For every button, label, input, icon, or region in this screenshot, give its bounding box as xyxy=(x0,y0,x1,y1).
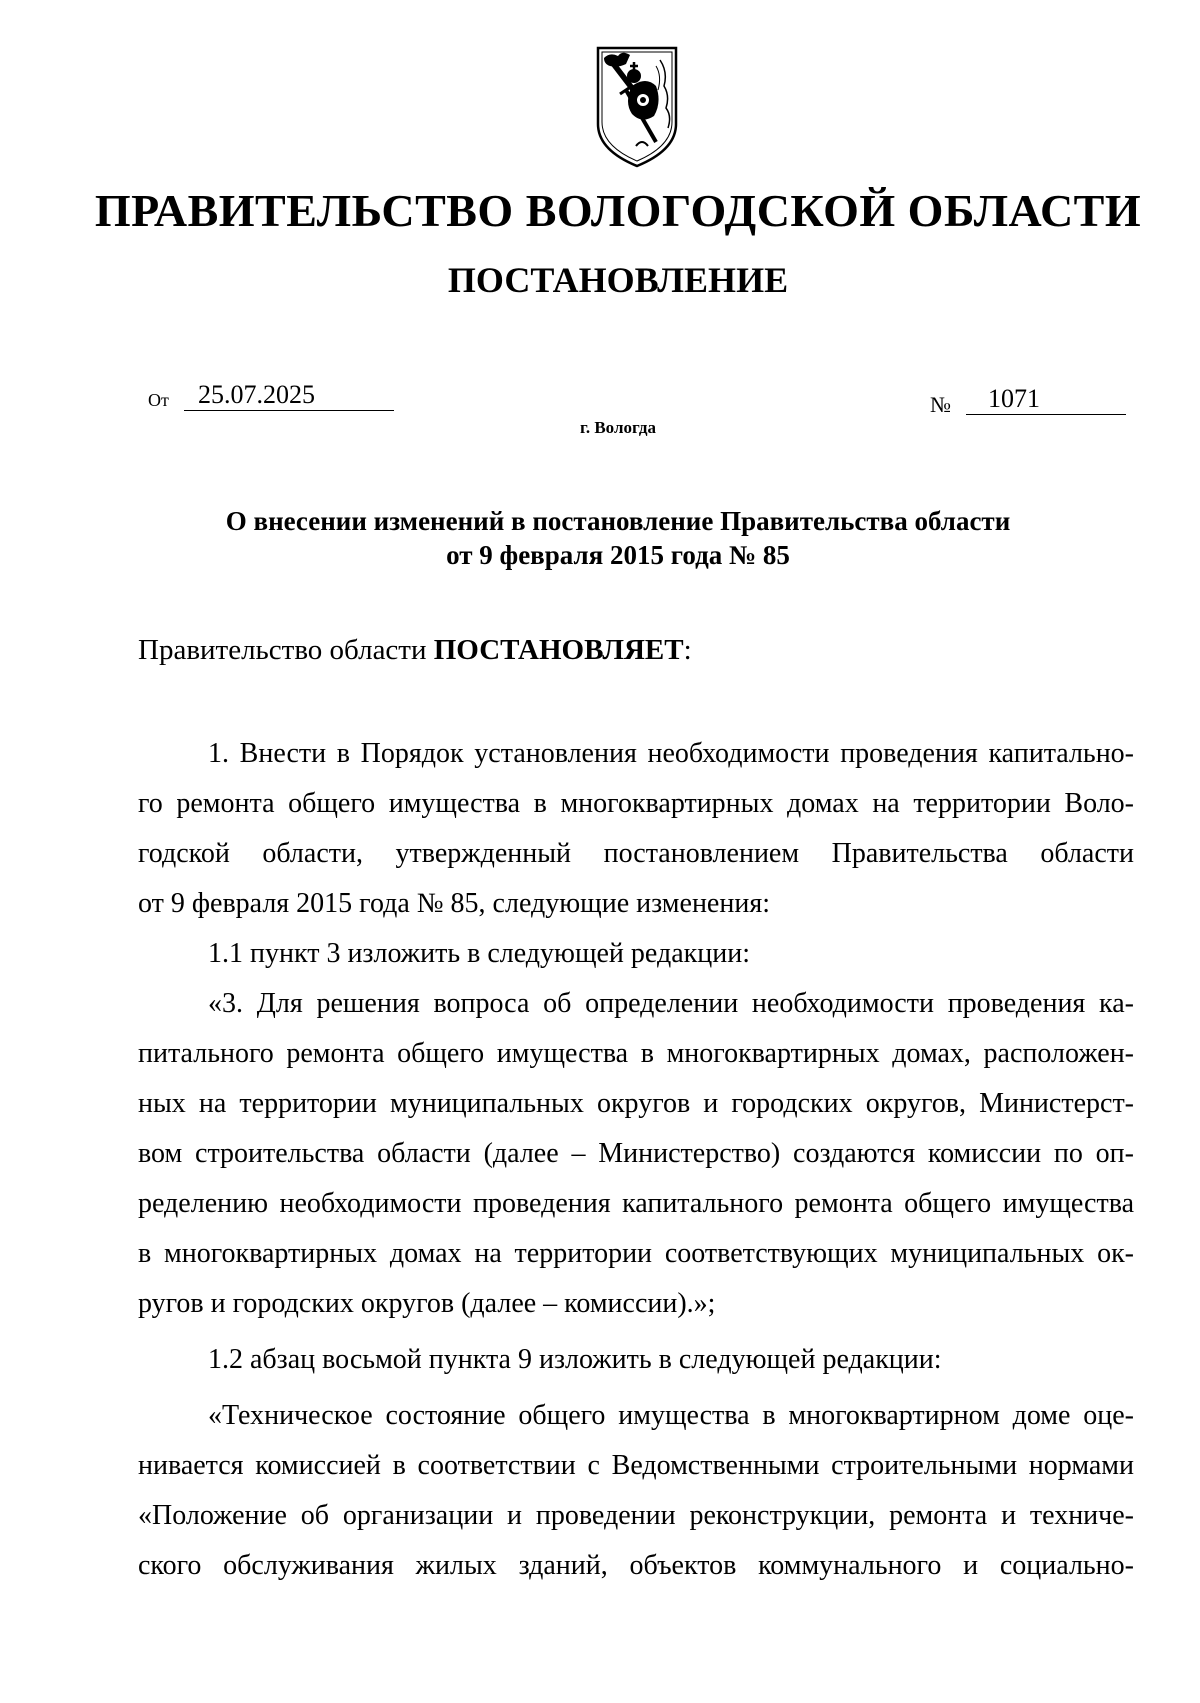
subject-line-2: от 9 февраля 2015 года № 85 xyxy=(446,540,790,570)
date-value: 25.07.2025 xyxy=(184,380,394,411)
body-line: вом строительства области (далее – Министерство) создаются комиссии по оп- xyxy=(138,1138,1134,1169)
body-line: 1. Внести в Порядок установления необходимости проведения капитально- xyxy=(208,738,1134,769)
body-line: годской области, утвержденный постановлением Правительства области xyxy=(138,838,1134,869)
body-line: ных на территории муниципальных округов и городских округов, Министерст- xyxy=(138,1088,1134,1119)
number-value: 1071 xyxy=(966,384,1126,415)
body-line: ругов и городских округов (далее – комиссии).»; xyxy=(138,1288,716,1319)
number-prefix: № xyxy=(930,392,951,417)
city-label: г. Вологда xyxy=(580,418,656,437)
resolution-clause xyxy=(138,632,692,668)
resolution-suffix: : xyxy=(683,634,692,666)
document-type-title: ПОСТАНОВЛЕНИЕ xyxy=(447,260,789,300)
body-line: нивается комиссией в соответствии с Ведомственными строительными нормами xyxy=(138,1450,1134,1481)
body-line: 1.1 пункт 3 изложить в следующей редакции: xyxy=(208,938,750,969)
body-line: в многоквартирных домах на территории соответствующих муниципальных ок- xyxy=(138,1238,1134,1269)
body-line: от 9 февраля 2015 года № 85, следующие изменения: xyxy=(138,888,770,919)
body-line: ского обслуживания жилых зданий, объектов коммунального и социально- xyxy=(138,1550,1134,1581)
body-line: питального ремонта общего имущества в многоквартирных домах, расположен- xyxy=(138,1038,1134,1069)
body-line: го ремонта общего имущества в многоквартирных домах на территории Воло- xyxy=(138,788,1134,819)
document-subject xyxy=(0,504,1200,572)
body-line: 1.2 абзац восьмой пункта 9 изложить в следующей редакции: xyxy=(208,1344,942,1375)
document-body xyxy=(138,729,1134,1591)
organization-title: ПРАВИТЕЛЬСТВО ВОЛОГОДСКОЙ ОБЛАСТИ xyxy=(94,185,1142,236)
resolution-keyword: ПОСТАНОВЛЯЕТ xyxy=(433,634,684,666)
coat-of-arms-icon xyxy=(596,46,678,168)
body-line: ределению необходимости проведения капитального ремонта общего имущества xyxy=(138,1188,1134,1219)
resolution-prefix: Правительство области xyxy=(138,634,434,666)
body-line: «Положение об организации и проведении реконструкции, ремонта и техниче- xyxy=(138,1500,1134,1531)
body-line: «Техническое состояние общего имущества в многоквартирном доме оце- xyxy=(208,1400,1134,1431)
body-line: «3. Для решения вопроса об определении необходимости проведения ка- xyxy=(208,988,1134,1019)
date-prefix: От xyxy=(148,390,169,410)
subject-line-1: О внесении изменений в постановление Правительства области xyxy=(225,506,1011,536)
